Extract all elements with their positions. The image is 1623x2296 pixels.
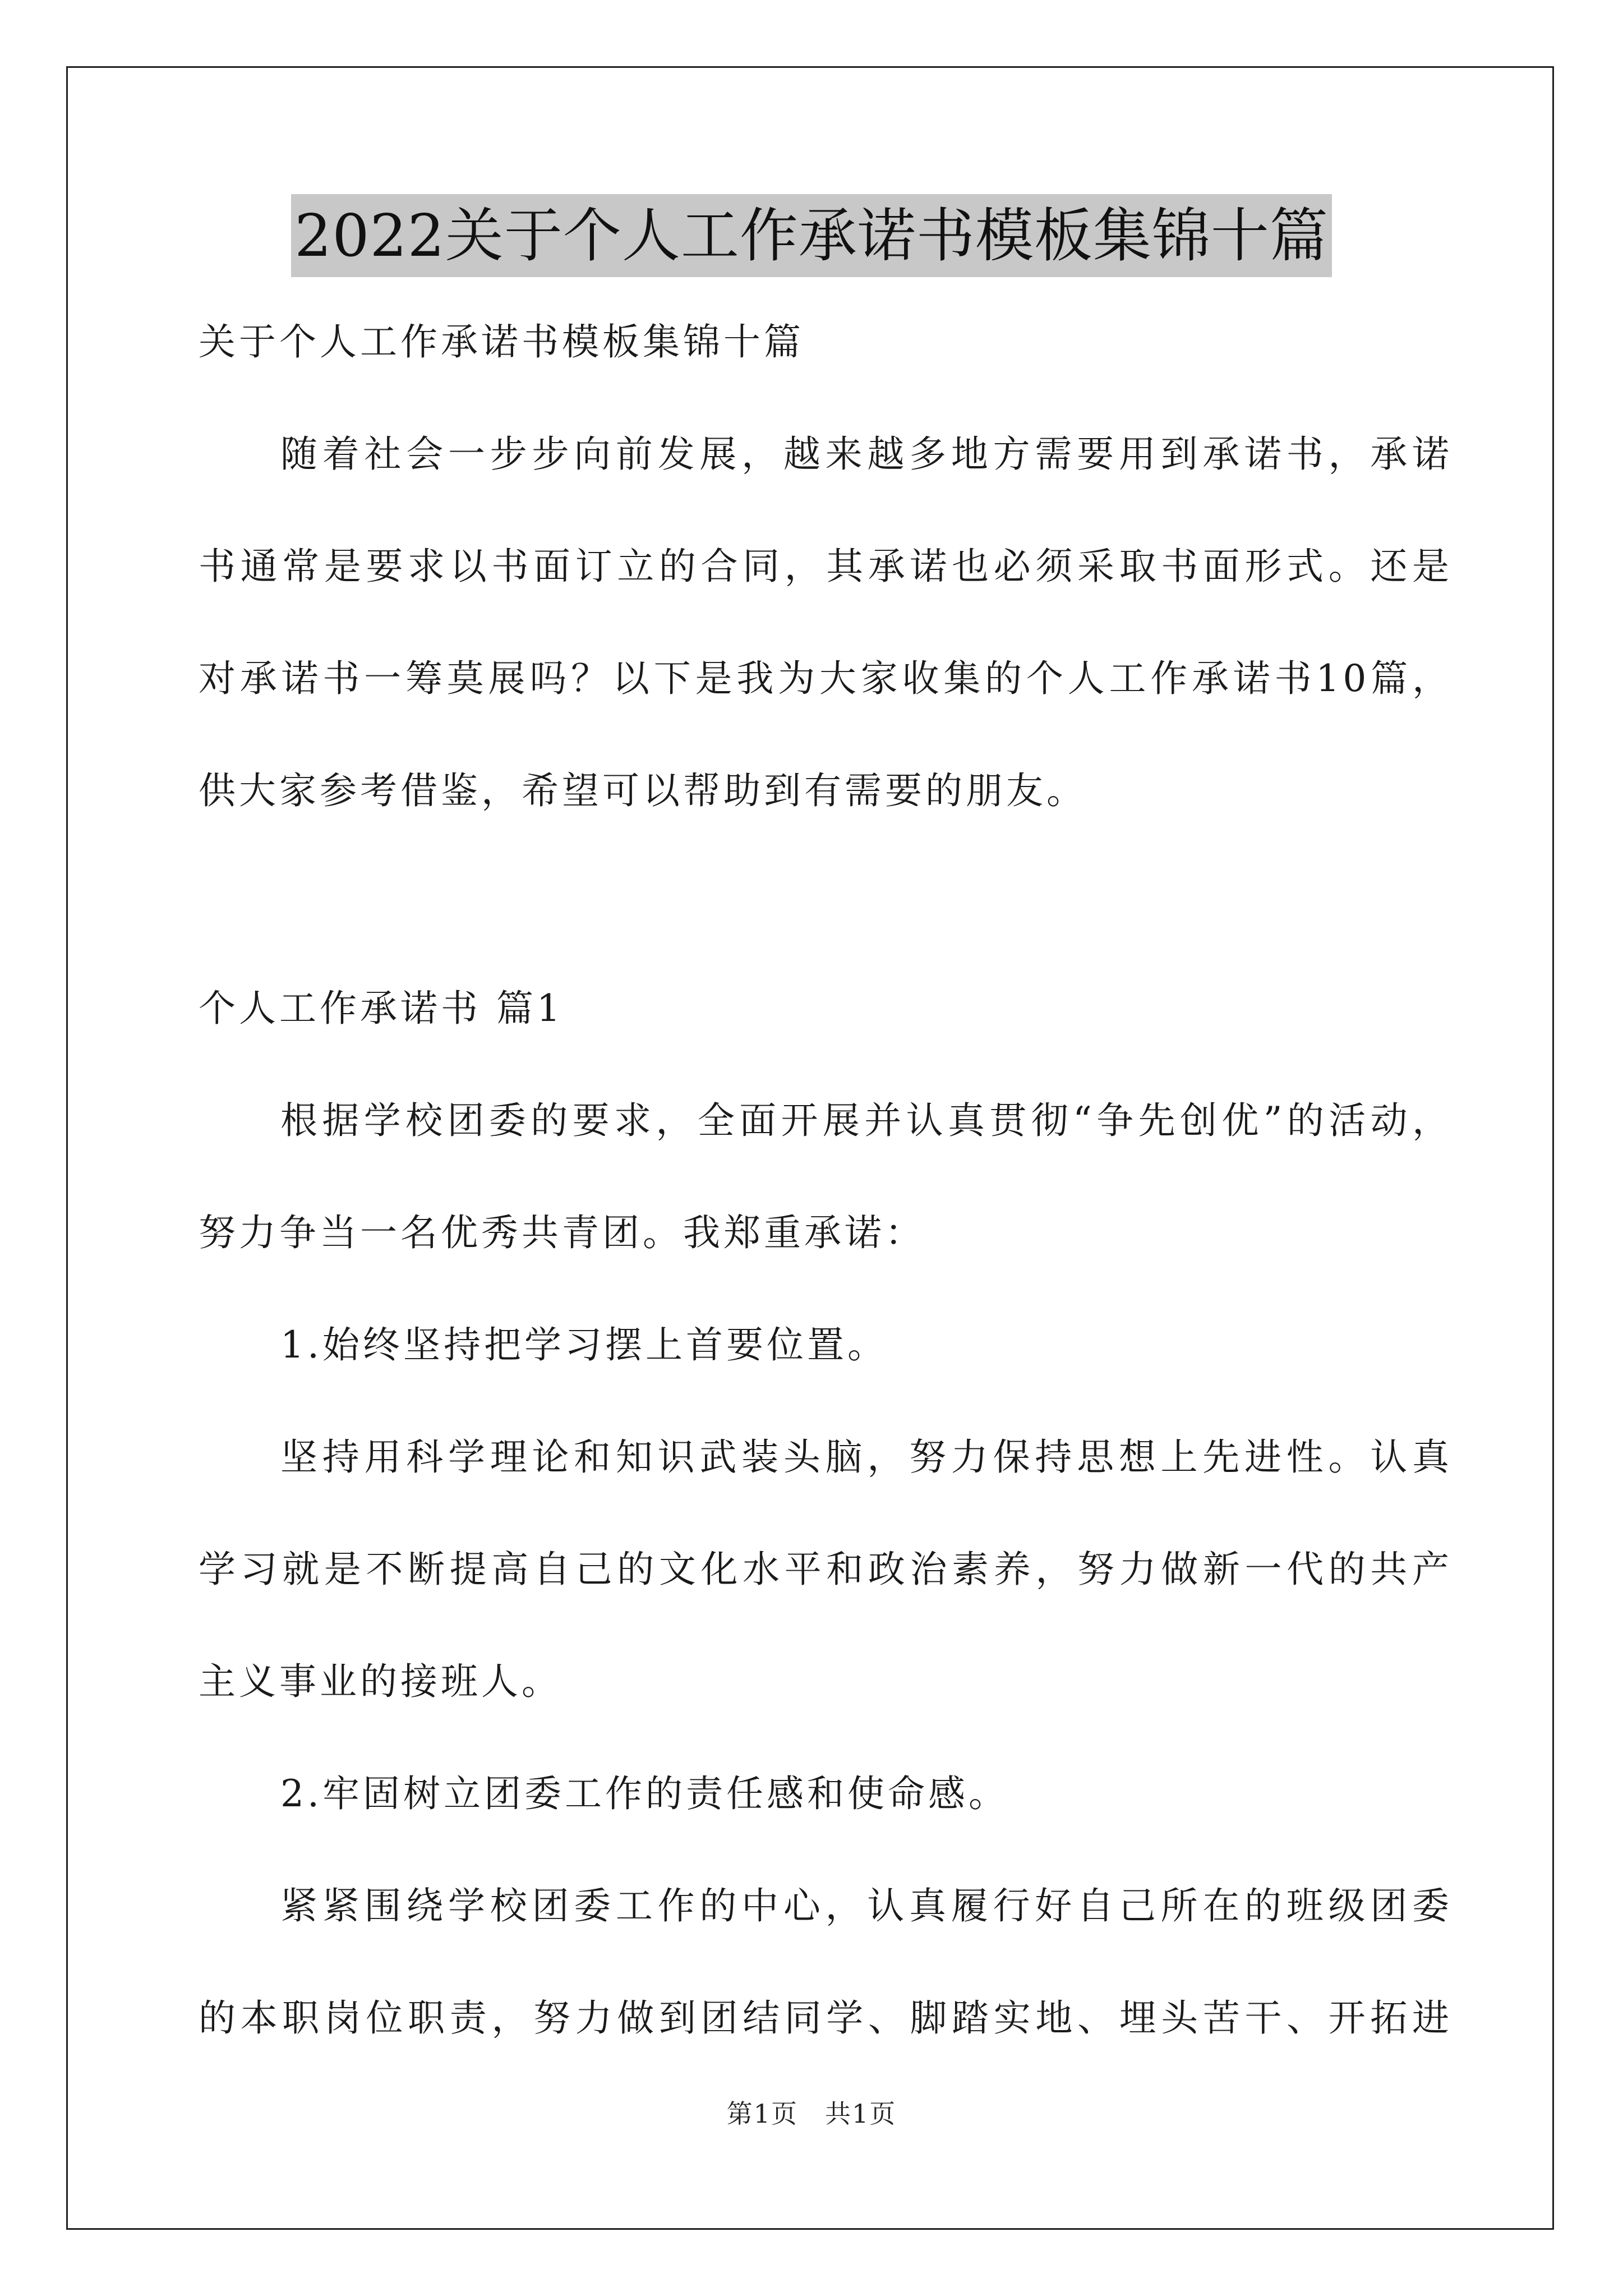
item1-line-3: 主义事业的接班人。 (199, 1660, 562, 1703)
intro-line-1: 随着社会一步步向前发展，越来越多地方需要用到承诺书，承诺 (280, 432, 1453, 476)
item-2-heading: 2.牢固树立团委工作的责任感和使命感。 (280, 1772, 1009, 1815)
title-wrap (0, 194, 1623, 277)
page-footer: 第1页 共1页 (726, 2099, 897, 2129)
item1-line-1: 坚持用科学理论和知识武装头脑，努力保持思想上先进性。认真 (280, 1435, 1453, 1479)
intro-line-4: 供大家参考借鉴，希望可以帮助到有需要的朋友。 (199, 769, 1087, 812)
section-heading: 个人工作承诺书 篇1 (199, 987, 564, 1030)
item1-line-2: 学习就是不断提高自己的文化水平和政治素养，努力做新一代的共产 (199, 1548, 1453, 1591)
item-1-heading: 1.始终坚持把学习摆上首要位置。 (280, 1323, 888, 1366)
item2-line-1: 紧紧围绕学校团委工作的中心，认真履行好自己所在的班级团委 (280, 1884, 1453, 1927)
document-title: 2022关于个人工作承诺书模板集锦十篇 (291, 194, 1332, 277)
subtitle-line: 关于个人工作承诺书模板集锦十篇 (199, 320, 804, 364)
intro-line-3: 对承诺书一筹莫展吗？以下是我为大家收集的个人工作承诺书10篇， (199, 657, 1453, 700)
section-gap (199, 847, 1453, 953)
document-body (199, 286, 1453, 2074)
intro-line-2: 书通常是要求以书面订立的合同，其承诺也必须采取书面形式。还是 (199, 545, 1453, 588)
para1-line-2: 努力争当一名优秀共青团。我郑重承诺： (199, 1211, 925, 1254)
item2-line-2: 的本职岗位职责，努力做到团结同学、脚踏实地、埋头苦干、开拓进 (199, 1996, 1453, 2040)
para1-line-1: 根据学校团委的要求，全面开展并认真贯彻“争先创优”的活动， (280, 1099, 1453, 1142)
